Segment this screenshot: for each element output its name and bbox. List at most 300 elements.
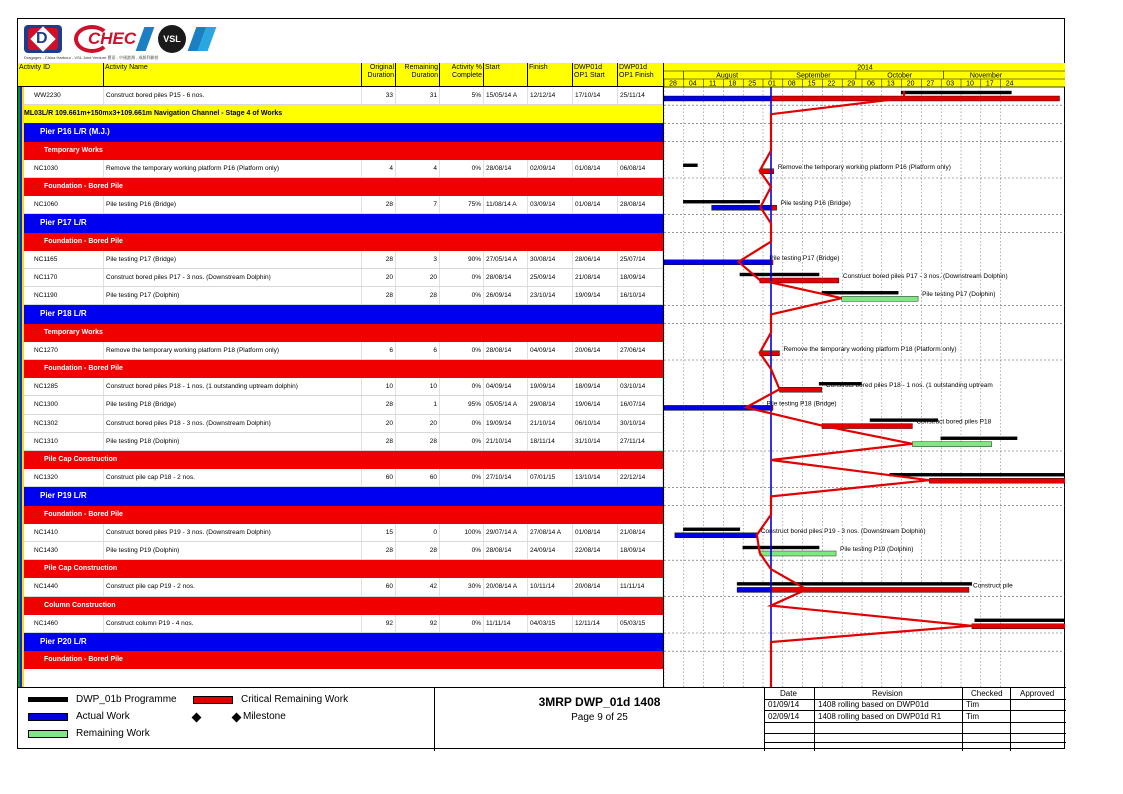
legend-remaining-label: Remaining Work [76,728,150,739]
start-cell: 26/09/14 [484,287,528,304]
timescale-month: November [969,72,1003,80]
bar-label: Construct bored piles P17 - 3 nos. (Downstream Dolphin) [842,273,1008,280]
timescale-week: 08 [787,80,796,88]
col-header-activity-id[interactable]: Activity ID [18,63,104,87]
legend [18,688,435,751]
activity-pct-cell: 0% [440,415,484,432]
col-header-dwp-start[interactable]: DWP01d OP1 Start [573,63,618,87]
original-duration-cell: 6 [362,342,396,359]
col-header-remaining-duration[interactable]: Remaining Duration [396,63,440,87]
original-duration-cell: 20 [362,269,396,286]
original-duration-cell: 28 [362,396,396,413]
work-group-row[interactable] [18,560,663,578]
activity-name-cell: Remove the temporary working platform P18 (Platform only) [104,342,362,359]
programme-bar [890,473,1065,476]
vsl-logo-text: VSL [158,25,186,53]
timescale-week: 17 [985,80,994,88]
activity-id-cell: NC1410 [32,524,104,541]
bar-label: Construct bored piles P19 - 3 nos. (Downstream Dolphin) [760,527,926,535]
timescale-week: 01 [768,80,776,88]
revision-table [765,688,1066,751]
activity-id-cell: NC1310 [32,433,104,450]
start-cell: 27/05/14 A [484,251,528,268]
finish-cell: 07/01/15 [528,469,573,486]
dragages-logo-letter: D [36,30,48,47]
col-header-dwp-finish[interactable]: DWP01d OP1 Finish [619,64,654,79]
activity-name-cell: Pile testing P17 (Dolphin) [104,287,362,304]
legend-actual-swatch [28,713,68,721]
activity-row[interactable] [18,433,663,451]
finish-cell: 19/09/14 [528,378,573,395]
pier-group-row[interactable] [18,633,663,651]
vsl-logo [140,25,210,53]
bar-label: Construct bored piles P18 [916,418,992,426]
timescale-week: 28 [669,80,677,88]
activity-id-cell: NC1270 [32,342,104,359]
dwp-start-cell: 01/08/14 [573,524,618,541]
finish-cell: 23/10/14 [528,287,573,304]
activity-name-cell: Pile testing P16 (Bridge) [104,196,362,213]
finish-cell: 24/09/14 [528,542,573,559]
bar-label: Pile testing P19 (Dolphin) [840,546,914,553]
timescale-week: 11 [708,80,717,88]
dwp-finish-cell: 16/10/14 [618,287,663,304]
finish-cell: 29/08/14 [528,396,573,413]
group-label: Column Construction [44,601,116,609]
col-header-activity-name[interactable]: Activity Name [104,63,362,87]
pier-group-row[interactable] [18,487,663,505]
activity-row[interactable] [18,542,663,560]
bar-label: Remove the temporary working platform P16 (Platform only) [777,163,951,171]
finish-cell: 02/09/14 [528,160,573,177]
activity-row[interactable] [18,615,663,633]
group-label: Pier P18 L/R [40,309,87,319]
dragages-logo [24,25,62,53]
critical-remaining-bar [779,387,821,392]
programme-bar [737,582,972,585]
original-duration-cell: 33 [362,87,396,104]
activity-name-cell: Pile testing P19 (Dolphin) [104,542,362,559]
legend-programme-label: DWP_01b Programme [76,694,177,705]
group-label: Foundation - Bored Pile [44,183,123,190]
legend-actual-label: Actual Work [76,711,130,722]
rev-checked: Tim [966,700,980,709]
dwp-finish-cell: 22/12/14 [618,469,663,486]
activity-name-cell: Construct pile cap P18 - 2 nos. [104,469,362,486]
activity-row[interactable] [18,578,663,596]
activity-pct-cell: 0% [440,269,484,286]
group-label: Pile Cap Construction [44,565,118,573]
milestone-diamond-icon [232,713,242,723]
original-duration-cell: 60 [362,578,396,595]
critical-remaining-bar [929,478,1065,483]
company-logos [20,21,220,61]
dwp-finish-cell: 06/08/14 [618,160,663,177]
activity-row[interactable] [18,196,663,214]
finish-cell: 04/03/15 [528,615,573,632]
programme-bar [683,200,759,203]
activity-name-cell: Construct bored piles P18 - 1 nos. (1 outstanding uptream dolphin) [104,378,362,395]
finish-cell: 03/09/14 [528,196,573,213]
remaining-duration-cell: 1 [396,396,440,413]
activity-row[interactable] [18,396,663,414]
col-header-start[interactable]: Start [484,63,528,87]
legend-milestone-label: Milestone [243,711,286,722]
logo-caption: Dragages - China Harbour - VSL Joint Venture 寶嘉 - 中國港灣 - 威勝利聯營 [24,55,159,60]
chec-logo [74,25,137,53]
milestone-diamond-icon [192,713,202,723]
original-duration-cell: 28 [362,433,396,450]
activity-name-cell: Remove the temporary working platform P16 (Platform only) [104,160,362,177]
activity-id-cell: NC1165 [32,251,104,268]
start-cell: 28/08/14 [484,160,528,177]
dwp-start-cell: 19/06/14 [573,396,618,413]
activity-name-cell: Construct pile cap P19 - 2 nos. [104,578,362,595]
activity-row[interactable] [18,160,663,178]
activity-row[interactable] [18,415,663,433]
activity-row[interactable] [18,342,663,360]
timescale-week: 13 [886,80,895,88]
work-group-row[interactable] [18,360,663,378]
activity-pct-cell: 0% [440,160,484,177]
actual-work-bar [664,96,771,101]
bar-label: Pile testing P17 (Bridge) [769,254,840,262]
rev-header-revision: Revision [872,689,903,698]
dwp-finish-cell: 21/08/14 [618,524,663,541]
programme-bar [975,619,1065,622]
dwp-start-cell: 20/08/14 [573,578,618,595]
start-cell: 28/08/14 [484,542,528,559]
programme-bar [683,164,697,167]
timescale-week: 22 [827,80,836,88]
activity-pct-cell: 0% [440,542,484,559]
dwp-finish-cell: 30/10/14 [618,415,663,432]
schedule-sheet [17,18,1065,749]
chec-logo-text: CHEC [88,29,137,48]
start-cell: 28/08/14 [484,342,528,359]
activity-pct-cell: 0% [440,378,484,395]
dwp-start-cell: 12/11/14 [573,615,618,632]
dwp-finish-cell: 03/10/14 [618,378,663,395]
critical-remaining-bar [972,624,1065,629]
activity-id-cell: NC1285 [32,378,104,395]
group-label: ML03L/R 109.661m+150mx3+109.661m Navigation Channel - Stage 4 of Works [24,110,283,118]
dwp-start-cell: 13/10/14 [573,469,618,486]
critical-remaining-bar [771,205,777,210]
report-title: 3MRP DWP_01d 1408 [538,695,661,709]
dwp-finish-cell: 18/09/14 [618,269,663,286]
remaining-duration-cell: 7 [396,196,440,213]
remaining-work-bar [842,296,918,301]
original-duration-cell: 15 [362,524,396,541]
timescale-week: 27 [926,80,935,88]
remaining-duration-cell: 0 [396,524,440,541]
activity-name-cell: Construct column P19 - 4 nos. [104,615,362,632]
remaining-duration-cell: 4 [396,160,440,177]
activity-id-cell: NC1060 [32,196,104,213]
activity-pct-cell: 0% [440,342,484,359]
programme-bar [683,528,740,531]
bar-label: Pile testing P16 (Bridge) [780,200,851,208]
group-label: Pile Cap Construction [44,456,118,463]
actual-work-bar [737,587,771,592]
start-cell: 19/09/14 [484,415,528,432]
group-label: Pier P20 L/R [40,637,87,646]
pier-group-row[interactable] [18,214,663,232]
timescale-week: 25 [748,80,757,88]
activity-id-cell: NC1440 [32,578,104,595]
finish-cell: 04/09/14 [528,342,573,359]
activity-row[interactable] [18,469,663,487]
activity-name-cell: Construct bored piles P18 - 3 nos. (Downstream Dolphin) [104,415,362,432]
col-header-activity-pct[interactable]: Activity % Complete [440,63,484,87]
legend-critical-swatch [193,696,233,704]
activity-name-cell: Construct bored piles P19 - 3 nos. (Downstream Dolphin) [104,524,362,541]
rev-revision: 1408 rolling based on DWP01d R1 [818,712,942,721]
group-label: Pier P17 L/R [40,218,87,228]
work-group-row[interactable] [18,451,663,469]
original-duration-cell: 10 [362,378,396,395]
finish-cell: 27/08/14 A [528,524,573,541]
legend-critical-label: Critical Remaining Work [241,694,349,705]
rev-revision: 1408 rolling based on DWP01d [818,700,929,709]
timescale-week: 06 [867,80,875,88]
gantt-canvas [664,63,1065,687]
original-duration-cell: 60 [362,469,396,486]
timescale-week: 29 [847,80,856,88]
group-label: Foundation - Bored Pile [44,237,123,245]
rev-header-approved: Approved [1020,689,1055,698]
activity-row[interactable] [18,287,663,305]
activity-pct-cell: 30% [440,578,484,595]
start-cell: 27/10/14 [484,469,528,486]
start-cell: 05/05/14 A [484,396,528,413]
finish-cell: 12/12/14 [528,87,573,104]
activity-row[interactable] [18,87,663,105]
table-header [18,63,663,87]
dwp-finish-cell: 27/11/14 [618,433,663,450]
remaining-duration-cell: 10 [396,378,440,395]
activity-id-cell: NC1300 [32,396,104,413]
work-group-row[interactable] [18,506,663,524]
remaining-duration-cell: 92 [396,615,440,632]
start-cell: 11/08/14 A [484,196,528,213]
rev-date: 02/09/14 [768,712,800,721]
programme-bar [822,291,898,294]
finish-cell: 30/08/14 [528,251,573,268]
dwp-start-cell: 20/06/14 [573,342,618,359]
original-duration-cell: 28 [362,287,396,304]
dwp-start-cell: 01/08/14 [573,196,618,213]
group-label: Foundation - Bored Pile [44,656,123,664]
group-label: Pier P19 L/R [40,491,87,501]
actual-work-bar [675,533,757,538]
activity-id-cell: NC1170 [32,269,104,286]
start-cell: 29/07/14 A [484,524,528,541]
wbs-indent-strip [18,87,28,687]
critical-remaining-bar [760,351,780,356]
programme-bar [901,91,1011,94]
remaining-duration-cell: 60 [396,469,440,486]
work-group-row[interactable] [18,142,663,160]
work-group-row[interactable] [18,597,663,615]
activity-name-cell: Construct bored piles P17 - 3 nos. (Downstream Dolphin) [104,269,362,286]
dwp-start-cell: 06/10/14 [573,415,618,432]
timescale-week: 03 [946,80,955,88]
rev-header-checked: Checked [971,689,1003,698]
dwp-finish-cell: 18/09/14 [618,542,663,559]
activity-name-cell: Pile testing P18 (Bridge) [104,396,362,413]
activity-pct-cell: 0% [440,287,484,304]
dwp-start-cell: 28/06/14 [573,251,618,268]
finish-cell: 25/09/14 [528,269,573,286]
title-block [435,688,765,751]
start-cell: 15/05/14 A [484,87,528,104]
remaining-duration-cell: 28 [396,542,440,559]
dwp-start-cell: 17/10/14 [573,87,618,104]
finish-cell: 21/10/14 [528,415,573,432]
activity-id-cell: WW2230 [32,87,104,104]
remaining-duration-cell: 20 [396,269,440,286]
timescale-month: August [716,72,739,80]
activity-pct-cell: 0% [440,433,484,450]
legend-remaining-swatch [28,730,68,738]
timescale-week: 15 [807,80,816,88]
actual-work-bar [664,260,771,265]
timescale-week: 20 [906,80,915,88]
dwp-finish-cell: 25/11/14 [618,87,663,104]
pier-group-row[interactable] [18,123,663,141]
activity-id-cell: NC1430 [32,542,104,559]
dwp-finish-cell: 11/11/14 [618,578,663,595]
finish-cell: 18/11/14 [528,433,573,450]
dwp-start-cell: 31/10/14 [573,433,618,450]
start-cell: 04/09/14 [484,378,528,395]
timescale-week: 04 [688,80,697,88]
activity-name-cell: Construct bored piles P15 - 6 nos. [104,87,362,104]
activity-pct-cell: 75% [440,196,484,213]
dwp-finish-cell: 27/06/14 [618,342,663,359]
col-header-finish[interactable]: Finish [528,63,573,87]
activity-name-cell: Pile testing P18 (Dolphin) [104,433,362,450]
work-group-row[interactable] [18,233,663,251]
remaining-duration-cell: 3 [396,251,440,268]
activity-row[interactable] [18,378,663,396]
original-duration-cell: 28 [362,251,396,268]
dwp-start-cell: 21/08/14 [573,269,618,286]
remaining-duration-cell: 28 [396,433,440,450]
activity-id-cell: NC1030 [32,160,104,177]
timescale-month: September [796,72,831,80]
timescale-week: 10 [966,80,974,88]
activity-pct-cell: 90% [440,251,484,268]
programme-bar [941,437,1017,440]
rev-header-date: Date [780,689,797,698]
work-group-row[interactable] [18,178,663,196]
activity-name-cell: Pile testing P17 (Bridge) [104,251,362,268]
timescale-year: 2014 [857,64,873,72]
programme-bar [743,546,819,549]
start-cell: 21/10/14 [484,433,528,450]
legend-programme-swatch [28,697,68,702]
activity-id-cell: NC1320 [32,469,104,486]
bar-label: Remove the temporary working platform P18 (Platform only) [783,345,957,353]
footer [18,687,1066,750]
dwp-start-cell: 19/09/14 [573,287,618,304]
original-duration-cell: 4 [362,160,396,177]
bar-label: Pile testing P18 (Bridge) [766,400,837,408]
bar-label: Construct pile [973,582,1013,590]
activity-id-cell: NC1190 [32,287,104,304]
activity-id-cell: NC1302 [32,415,104,432]
remaining-duration-cell: 31 [396,87,440,104]
bar-label: Pile testing P17 (Dolphin) [922,291,996,299]
page-number: Page 9 of 25 [571,712,628,723]
pier-group-row[interactable] [18,305,663,323]
remaining-duration-cell: 28 [396,287,440,304]
original-duration-cell: 28 [362,196,396,213]
bar-label: Construct bored piles P18 - 1 nos. (1 outstanding uptream [825,382,993,390]
group-label: Foundation - Bored Pile [44,510,123,518]
dwp-start-cell: 18/09/14 [573,378,618,395]
dwp-finish-cell: 28/08/14 [618,196,663,213]
dwp-start-cell: 22/08/14 [573,542,618,559]
finish-cell: 10/11/14 [528,578,573,595]
group-label: Temporary Works [44,146,103,154]
col-header-original-duration[interactable]: Original Duration [362,63,396,87]
dwp-finish-cell: 05/03/15 [618,615,663,632]
project-group-row[interactable] [18,105,663,123]
activity-row[interactable] [18,251,663,269]
work-group-row[interactable] [18,324,663,342]
timescale-week: 24 [1005,80,1014,88]
activity-row[interactable] [18,269,663,287]
activity-row[interactable] [18,524,663,542]
dwp-finish-cell: 25/07/14 [618,251,663,268]
original-duration-cell: 92 [362,615,396,632]
start-cell: 28/08/14 [484,269,528,286]
remaining-work-bar [912,442,991,447]
rev-date: 01/09/14 [768,700,800,709]
critical-remaining-bar [771,96,1060,101]
activity-pct-cell: 100% [440,524,484,541]
remaining-duration-cell: 6 [396,342,440,359]
legend-milestone [193,711,313,725]
activity-pct-cell: 0% [440,615,484,632]
rev-checked: Tim [966,712,980,721]
work-group-row[interactable] [18,651,663,669]
timescale-month: October [887,72,913,80]
group-label: Temporary Works [44,328,103,336]
start-cell: 20/08/14 A [484,578,528,595]
gantt-chart [663,63,1065,687]
group-label: Pier P16 L/R (M.J.) [40,127,110,137]
remaining-duration-cell: 42 [396,578,440,595]
original-duration-cell: 28 [362,542,396,559]
activity-id-cell: NC1460 [32,615,104,632]
start-cell: 11/11/14 [484,615,528,632]
remaining-duration-cell: 20 [396,415,440,432]
activity-pct-cell: 95% [440,396,484,413]
activity-table [18,63,663,687]
activity-pct-cell: 0% [440,469,484,486]
group-label: Foundation - Bored Pile [44,365,123,372]
dwp-finish-cell: 16/07/14 [618,396,663,413]
activity-pct-cell: 5% [440,87,484,104]
timescale-week: 18 [728,80,737,88]
original-duration-cell: 20 [362,415,396,432]
dwp-start-cell: 01/08/14 [573,160,618,177]
